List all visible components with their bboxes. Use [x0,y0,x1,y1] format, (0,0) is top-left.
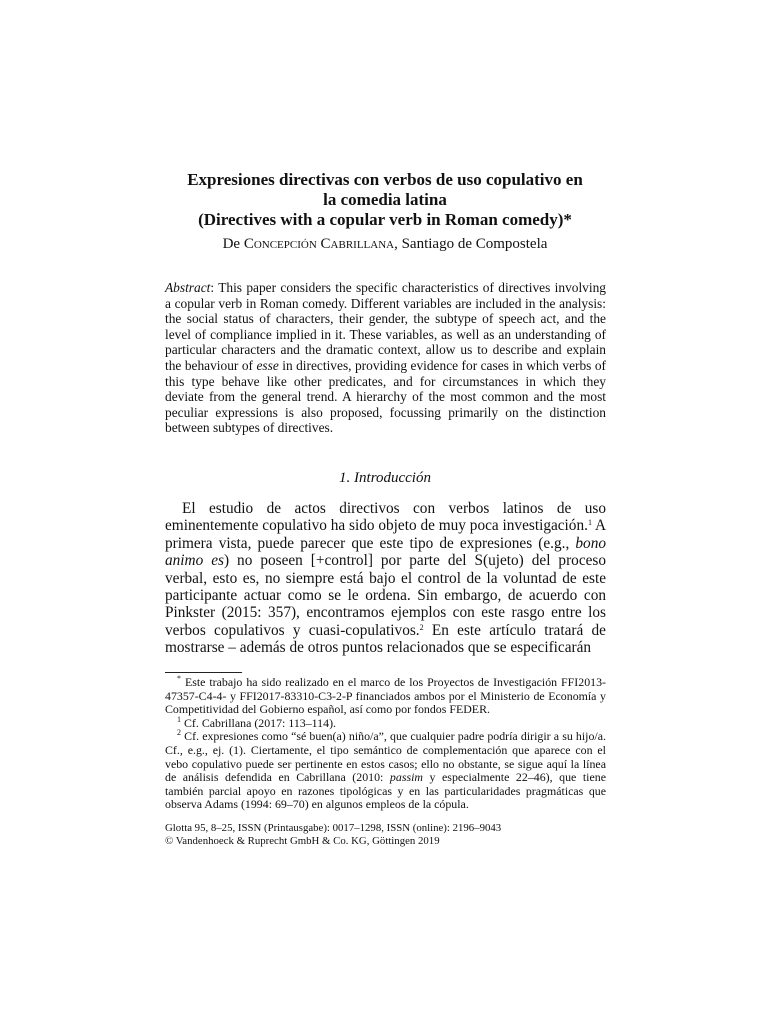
title-line-1: Expresiones directivas con verbos de uso copulativo en [187,170,583,189]
article-title [150,170,620,230]
body-text-c: ) no poseen [+control] por parte del S(ujeto) del proceso verbal, esto es, no siempre está bajo el control de la voluntad de este participante actuar como se le ordena. Sin embargo, de acuerdo con Pinkster (2015: 357), encontramos ejemplos con este rasgo entre los verbos copulativos y cuasi-copulativos. [165,552,606,639]
footer-copyright: © Vandenhoeck & Ruprecht GmbH & Co. KG, Göttingen 2019 [165,835,440,847]
abstract-text-b: in directives, providing evidence for cases in which verbs of this type behave like other predicates, and for circumstances in which they deviate from the general trend. A hierarchy of the most common and the most peculiar expressions is also proposed, focussing primarily on the distinction between subtypes of directives. [165,357,607,436]
body-text-b: A primera vista, puede parecer que este tipo de expresiones (e.g., [165,517,606,552]
abstract-italic-term: esse [256,357,279,373]
author-name: Concepción Cabrillana [243,236,395,252]
footnote-2-text-a: Cf. expresiones como “sé buen(a) niño/a”, que cualquier padre podría dirigir a su hijo/a. Cf., e.g., ej. (1). Ciertamente, el tipo semántico de complementación que aparece con el vebo copulativo puede ser pertinente en estos casos; ello no obstante, se sigue aquí la línea de análisis defendida en Cabrillana (2010: [165,729,606,785]
footnote-divider [165,672,242,673]
footnote-2 [165,730,606,812]
author-prefix: De [222,236,244,252]
body-text-d: En este artículo tratará de mostrarse – además de otros puntos relacionados que se especificarán [165,621,606,657]
footnote-2-text-b: y especialmente 22–46), que tiene también parcial apoyo en razones tipológicas y en las particularidades pragmáticas que observa Adams (1994: 69–70) en algunos empleos de la cópula. [165,770,606,812]
body-paragraph [165,500,606,657]
author-line [150,235,620,253]
footnote-1-text: Cf. Cabrillana (2017: 113–114). [183,715,337,730]
footnote-2-italic: passim [389,770,423,785]
title-line-3 [150,210,620,230]
footer-citation: Glotta 95, 8–25, ISSN (Printausgabe): 0017–1298, ISSN (online): 2196–9043 [165,822,502,834]
footnote-star [165,676,606,717]
title-footnote-mark: * [563,210,572,229]
title-line-3-text: (Directives with a copular verb in Roman comedy) [198,210,564,229]
footnotes [165,676,606,812]
footnote-star-text: Este trabajo ha sido realizado en el marco de los Proyectos de Investigación FFI2013-47357-C4-4- y FFI2017-83310-C3-2-P financiados ambos por el Ministerio de Economía y Competitividad del Gobierno español, así como por fondos FEDER. [165,675,606,717]
abstract-text-a: : This paper considers the specific characteristics of directives involving a copular verb in Roman comedy. Different variables are included in the analysis: the social status of characters, their gender, the subtype of speech act, and the level of compliance implied in it. These variables, as well as an understanding of particular characters and the dramatic context, allow us to describe and explain the behaviour of [165,280,606,373]
footnote-star-mark: * [177,674,181,683]
title-line-2: la comedia latina [323,190,447,209]
footnote-2-mark: 2 [177,728,181,738]
section-heading: 1. Introducción [339,470,431,486]
footnote-1-mark: 1 [177,714,181,724]
publication-footer [165,822,606,848]
footnote-ref-1[interactable]: 1 [587,518,592,528]
abstract-label: Abstract [165,280,211,295]
footnote-ref-2[interactable]: 2 [419,622,424,632]
abstract [165,280,606,436]
author-affiliation: , Santiago de Compostela [394,236,548,252]
body-text-a: El estudio de actos directivos con verbos latinos de uso eminentemente copulativo ha sido objeto de muy poca investigación. [165,500,606,535]
body-italic-example: bono animo es [165,534,606,570]
